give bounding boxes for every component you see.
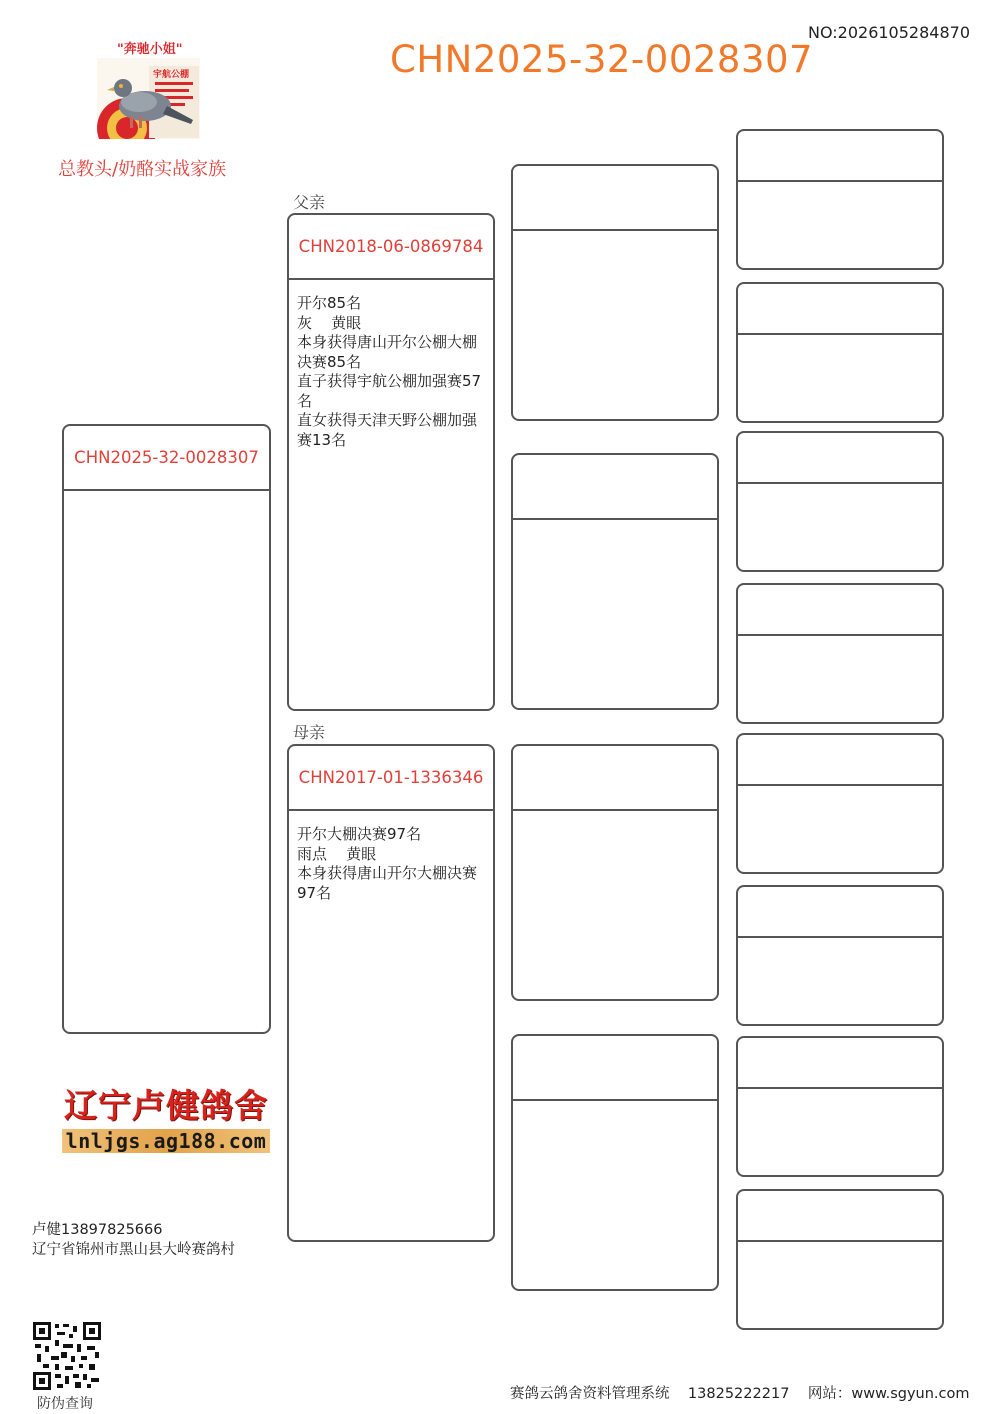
grandparent-card (511, 744, 719, 1001)
grandparent-card (511, 1034, 719, 1291)
owner-contact: 卢健13897825666 (32, 1222, 163, 1238)
subject-card (62, 424, 271, 1034)
subject-ring: CHN2025-32-0028307 (64, 426, 269, 491)
great-grandparent-ring (738, 585, 942, 636)
qr-code-icon (33, 1322, 101, 1390)
father-notes: 开尔85名 灰 黄眼 本身获得唐山开尔公棚大棚决赛85名 直子获得宇航公棚加强赛57名 直女获得天津天野公棚加强赛13名 (297, 294, 482, 449)
great-grandparent-ring (738, 131, 942, 182)
great-grandparent-ring (738, 1038, 942, 1089)
grandparent-ring (513, 1036, 717, 1101)
qr-code[interactable] (33, 1322, 101, 1390)
family-line: 总教头/奶酪实战家族 (58, 159, 227, 180)
great-grandparent-ring (738, 735, 942, 786)
certificate-number: NO:2026105284870 (807, 23, 970, 42)
loft-logo (62, 1085, 270, 1155)
great-grandparent-card (736, 733, 944, 874)
photo-brand-text: 宇航公棚 (153, 70, 190, 80)
grandparent-card (511, 164, 719, 421)
pigeon-photo (97, 36, 200, 139)
great-grandparent-card (736, 282, 944, 423)
great-grandparent-card (736, 1036, 944, 1177)
grandparent-ring (513, 166, 717, 231)
great-grandparent-card (736, 583, 944, 724)
page-title-ring-number: CHN2025-32-0028307 (390, 38, 814, 81)
grandparent-card (511, 453, 719, 710)
footer-system-info: 赛鸽云鸽舍资料管理系统 13825222217 网站：www.sgyun.com (510, 1386, 970, 1402)
owner-info (32, 1220, 235, 1260)
great-grandparent-ring (738, 284, 942, 335)
great-grandparent-ring (738, 1191, 942, 1242)
loft-logo-name: 辽宁卢健鸽舍 (64, 1086, 268, 1125)
mother-card (287, 744, 495, 1242)
owner-address: 辽宁省锦州市黑山县大岭赛鸽村 (32, 1242, 235, 1258)
photo-title: "奔驰小姐" (117, 42, 183, 57)
mother-label: 母亲 (293, 723, 326, 742)
great-grandparent-card (736, 1189, 944, 1330)
father-ring: CHN2018-06-0869784 (289, 215, 493, 280)
father-card (287, 213, 495, 711)
great-grandparent-card (736, 885, 944, 1026)
great-grandparent-ring (738, 433, 942, 484)
father-label: 父亲 (293, 193, 326, 212)
grandparent-ring (513, 455, 717, 520)
grandparent-ring (513, 746, 717, 811)
great-grandparent-card (736, 431, 944, 572)
mother-ring: CHN2017-01-1336346 (289, 746, 493, 811)
great-grandparent-card (736, 129, 944, 270)
mother-notes: 开尔大棚决赛97名 雨点 黄眼 本身获得唐山开尔大棚决赛97名 (297, 825, 478, 902)
loft-logo-url: lnljgs.ag188.com (62, 1129, 270, 1153)
great-grandparent-ring (738, 887, 942, 938)
qr-label: 防伪查询 (37, 1396, 93, 1412)
